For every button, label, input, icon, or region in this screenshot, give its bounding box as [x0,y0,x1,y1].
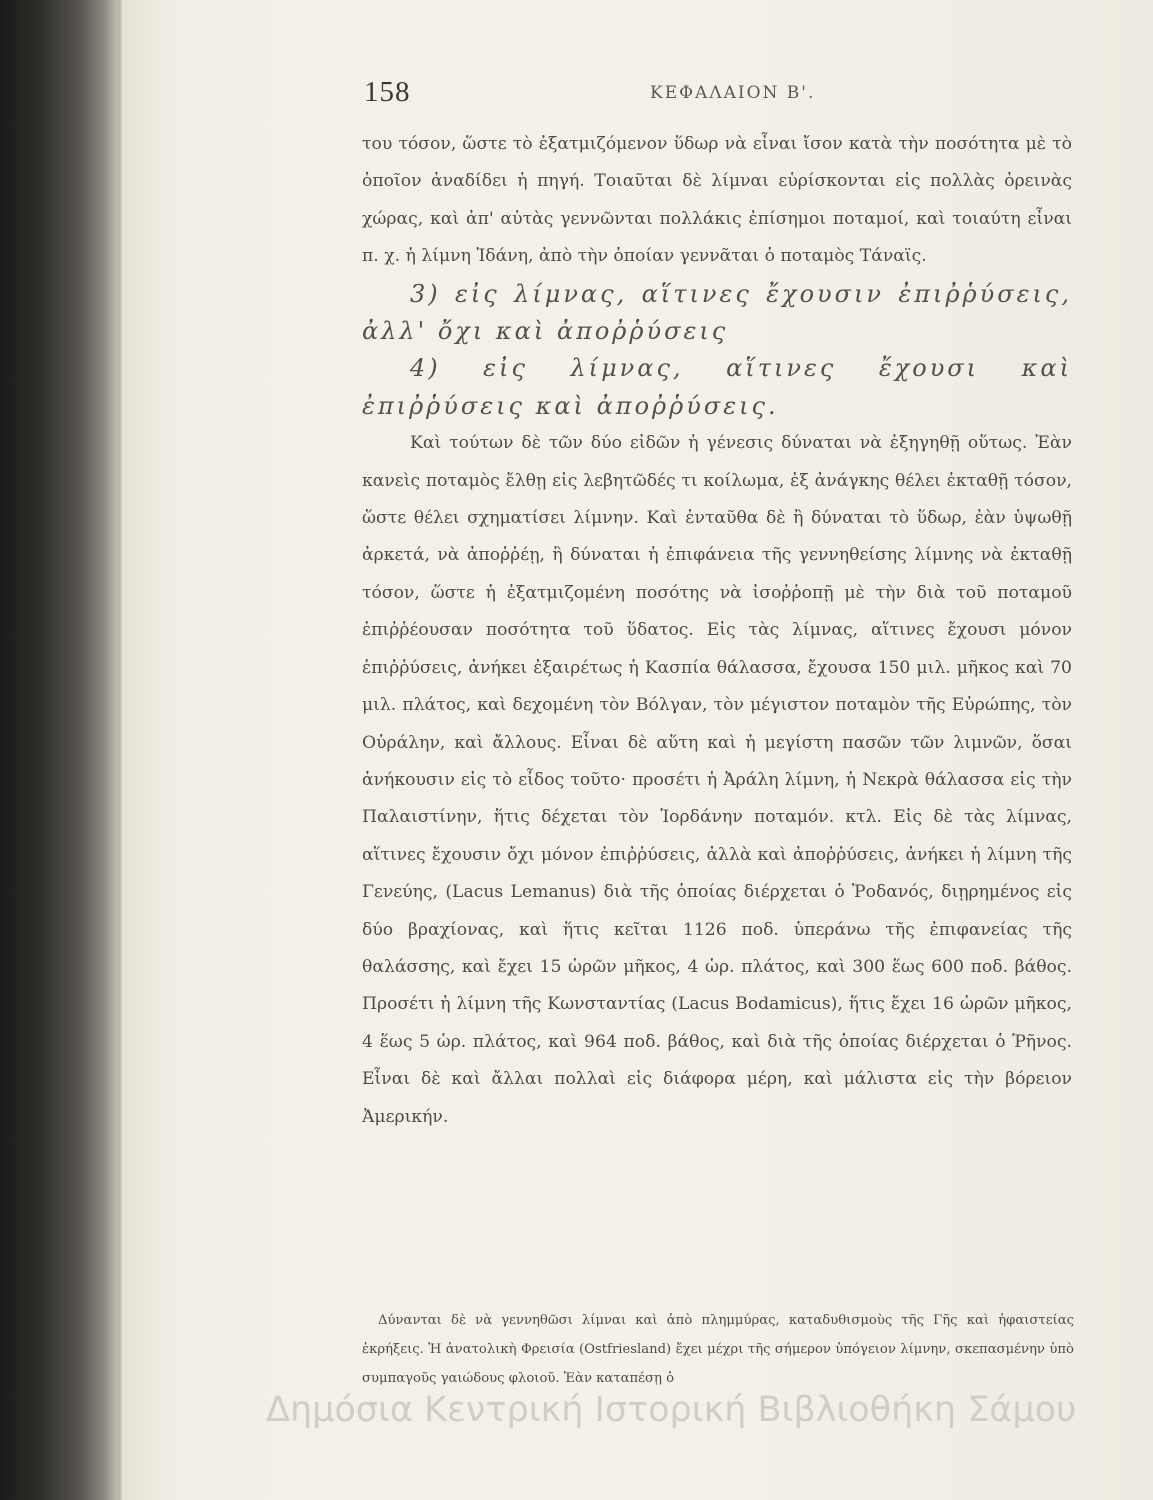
paragraph-1: του τόσον, ὥστε τὸ ἐξατμιζόμενον ὕδωρ νὰ εἶναι ἴσον κατὰ τὴν ποσότητα μὲ τὸ ὁποῖον ἀναδίδει ἡ πηγή. Τοιαῦται δὲ λίμναι εὑρίσκονται εἰς πολλὰς ὀρεινὰς χώρας, καὶ ἀπ' αὐτὰς γεννῶνται πολλάκις ἐπίσημοι ποταμοί, καὶ τοιαύτη εἶναι π. χ. ἡ λίμνη Ἰδάνη, ἀπὸ τὴν ὁποίαν γεννᾶται ὁ ποταμὸς Τάναϊς. [362,134,1072,267]
main-text [362,126,1072,1136]
footnote-text: Δύνανται δὲ νὰ γεννηθῶσι λίμναι καὶ ἀπὸ πλημμύρας, καταδυθισμοὺς τῆς Γῆς καὶ ἡφαιστείας ἐκρήξεις. Ἡ ἀνατολικὴ Φρεισία (Ostfriesland) ἔχει μέχρι τῆς σήμερον ὑπόγειον λίμνην, σκεπασμένην ὑπὸ συμπαγοῦς γαιώδους φλοιοῦ. Ἐὰν καταπέσῃ ὁ [362,1313,1074,1386]
running-head: ΚΕΦΑΛΑΙΟΝ Β'. [650,83,816,103]
book-binding-shadow [0,0,120,1500]
paragraph-2: Καὶ τούτων δὲ τῶν δύο εἰδῶν ἡ γένεσις δύναται νὰ ἐξηγηθῇ οὕτως. Ἐὰν κανεὶς ποταμὸς ἔλθῃ εἰς λεβητῶδές τι κοίλωμα, ἐξ ἀνάγκης θέλει ἐκταθῇ τόσον, ὥστε θέλει σχηματίσει λίμνην. Καὶ ἐνταῦθα δὲ ἢ δύναται τὸ ὕδωρ, ἐὰν ὑψωθῇ ἀρκετά, νὰ ἀποῤῥέῃ, ἢ δύναται ἡ ἐπιφάνεια τῆς γεννηθείσης λίμνης νὰ ἐκταθῇ τόσον, ὥστε ἡ ἐξατμιζομένη ποσότης νὰ ἰσοῤῥοπῇ μὲ τὴν διὰ τοῦ ποταμοῦ ἐπιῤῥέουσαν ποσότητα τοῦ ὕδατος. Εἰς τὰς λίμνας, αἵτινες ἔχουσι μόνον ἐπιῤῥύσεις, ἀνήκει ἐξαιρέτως ἡ Κασπία θάλασσα, ἔχουσα 150 μιλ. μῆκος καὶ 70 μιλ. πλάτος, καὶ δεχομένη τὸν Βόλγαν, τὸν μέγιστον ποταμὸν τῆς Εὐρώπης, τὸν Οὐράλην, καὶ ἄλλους. Εἶναι δὲ αὕτη καὶ ἡ μεγίστη πασῶν τῶν λιμνῶν, ὅσαι ἀνήκουσιν εἰς τὸ εἶδος τοῦτο· προσέτι ἡ Ἀράλη λίμνη, ἡ Νεκρὰ θάλασσα εἰς τὴν Παλαιστίνην, ἥτις δέχεται τὸν Ἰορδάνην ποταμόν. κτλ. Εἰς δὲ τὰς λίμνας, αἵτινες ἔχουσιν ὄχι μόνον ἐπιῤῥύσεις, ἀλλὰ καὶ ἀποῤῥύσεις, ἀνήκει ἡ λίμνη τῆς Γενεύης, (Lacus Lemanus) διὰ τῆς ὁποίας διέρχεται ὁ Ῥοδανός, διῃρημένος εἰς δύο βραχίονας, καὶ ἥτις κεῖται 1126 ποδ. ὑπεράνω τῆς ἐπιφανείας τῆς θαλάσσης, καὶ ἔχει 15 ὡρῶν μῆκος, 4 ὡρ. πλάτος, καὶ 300 ἕως 600 ποδ. βάθος. Προσέτι ἡ λίμνη τῆς Κωνσταντίας (Lacus Bodamicus), ἥτις ἔχει 16 ὡρῶν μῆκος, 4 ἕως 5 ὡρ. πλάτος, καὶ 964 ποδ. βάθος, καὶ διὰ τῆς ὁποίας διέρχεται ὁ Ῥῆνος. Εἶναι δὲ καὶ ἄλλαι πολλαὶ εἰς διάφορα μέρη, καὶ μάλιστα εἰς τὴν βόρειον Ἀμερικήν. [362,433,1072,1127]
page-number: 158 [364,76,411,108]
footnote [362,1306,1074,1393]
list-item-4: 4) εἰς λίμνας, αἵτινες ἔχουσι καὶ ἐπιῤῥύσεις καὶ ἀποῤῥύσεις. [362,354,1072,420]
library-watermark: Δημόσια Κεντρική Ιστορική Βιβλιοθήκη Σάμου [266,1390,1077,1430]
list-item-3: 3) εἰς λίμνας, αἵτινες ἔχουσιν ἐπιῤῥύσεις, ἀλλ' ὄχι καὶ ἀποῤῥύσεις [362,279,1072,346]
